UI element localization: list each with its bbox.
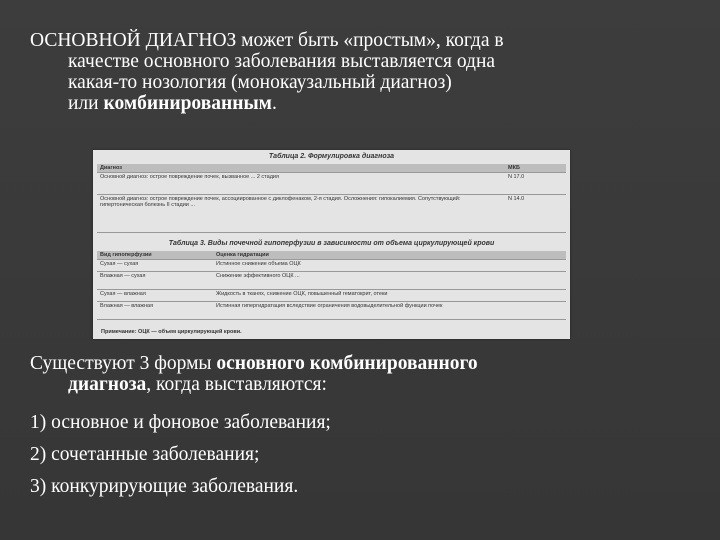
intro-line-4-post: .	[271, 93, 277, 114]
forms-line-2	[30, 374, 690, 395]
table3	[97, 251, 566, 320]
table2	[97, 164, 566, 233]
forms-line-1	[30, 353, 690, 374]
table2-caption: Таблица 2. Формулировка диагноза	[268, 153, 395, 160]
table3-header-cell: Оценка гидратации	[213, 251, 566, 260]
table-row	[97, 173, 566, 195]
table-cell: Основной диагноз: острое повреждение почек, ассоциированное с диклофенаком, 2-я стадия. Осложнения: гипокалиемия. Сопутствующий: гипертоническая болезнь II стадии ...	[97, 195, 505, 233]
table-cell: Истинное снижение объема ОЦК	[213, 260, 566, 272]
table-cell: Основной диагноз: острое повреждение почек, вызванное ... 2 стадия	[97, 173, 505, 195]
table3-caption: Таблица 3. Виды почечной гипоперфузии в зависимости от объема циркулирующей крови	[168, 240, 495, 247]
list-item: 1) основное и фоновое заболевания;	[30, 412, 331, 433]
forms-bold-2: диагноза	[68, 374, 147, 395]
table2-header-cell: Диагноз	[97, 164, 505, 173]
diagnosis-table-image	[93, 150, 570, 339]
table-row	[97, 290, 566, 302]
list-item: 2) сочетанные заболевания;	[30, 444, 260, 465]
table3-header-row	[97, 251, 566, 260]
table-cell: Влажная — сухая	[97, 272, 213, 290]
intro-line-3: какая-то нозология (монокаузальный диагноз)	[68, 72, 452, 93]
table3-header-cell: Вид гипоперфузии	[97, 251, 213, 260]
intro-line-1: ОСНОВНОЙ ДИАГНОЗ может быть «простым», когда в	[30, 30, 504, 51]
table-cell: Жидкость в тканях, снижение ОЦК, повышенный гематокрит, отеки	[213, 290, 566, 302]
table-row	[97, 272, 566, 290]
table-row	[97, 302, 566, 320]
table-cell: Снижение эффективного ОЦК ...	[213, 272, 566, 290]
table-cell: Сухая — влажная	[97, 290, 213, 302]
intro-bold-term: комбинированным	[103, 93, 272, 114]
forms-bold-1: основного комбинированного	[216, 353, 478, 374]
table-cell: Влажная — влажная	[97, 302, 213, 320]
forms-paragraph	[30, 353, 690, 395]
intro-paragraph	[30, 30, 690, 114]
table-note: Примечание: ОЦК — объем циркулирующей крови.	[101, 329, 242, 335]
list-item: 3) конкурирующие заболевания.	[30, 476, 299, 497]
intro-line-2: качестве основного заболевания выставляется одна	[68, 51, 496, 72]
forms-line-1-pre: Существуют 3 формы	[30, 353, 217, 374]
intro-line-4-pre: или	[68, 93, 104, 114]
table2-header-cell: МКБ	[505, 164, 566, 173]
forms-line-2-post: , когда выставляются:	[146, 374, 327, 395]
table-cell: N 14.0	[505, 195, 566, 233]
table-cell: N 17.0	[505, 173, 566, 195]
intro-line-4	[30, 93, 690, 114]
table-cell: Сухая — сухая	[97, 260, 213, 272]
table2-header-row	[97, 164, 566, 173]
table-row	[97, 260, 566, 272]
table-row	[97, 195, 566, 233]
table-cell: Истинная гипергидратация вследствие ограничения водовыделительной функции почек	[213, 302, 566, 320]
